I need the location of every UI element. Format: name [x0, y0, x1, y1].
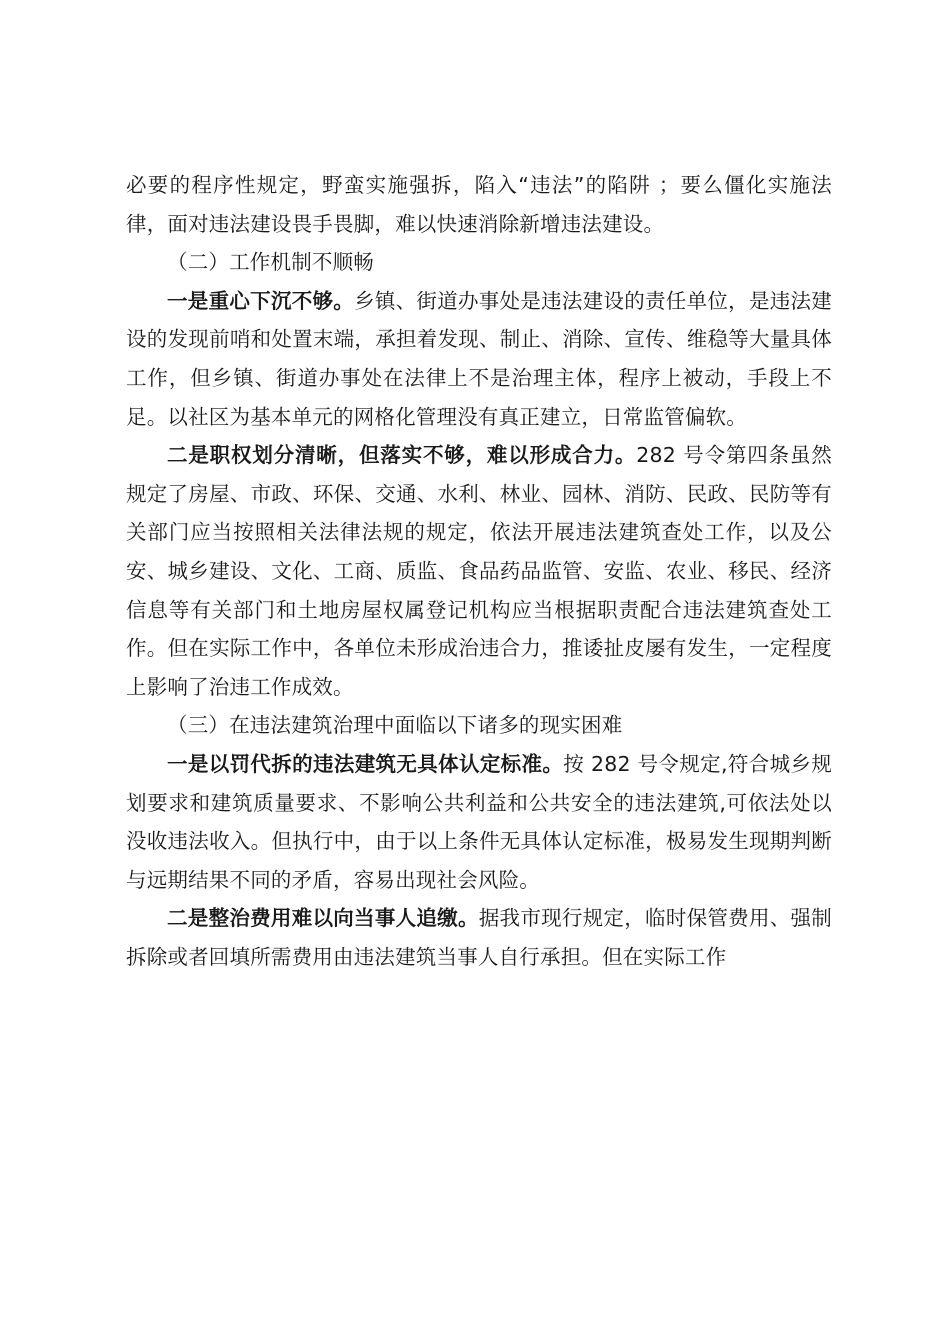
paragraph-focus-shift — [126, 282, 832, 436]
heading-text: （二）工作机制不顺畅 — [167, 250, 374, 275]
paragraph-lead: 二是职权划分清晰，但落实不够，难以形成合力。 — [167, 443, 637, 468]
heading-text: （三）在违法建筑治理中面临以下诸多的现实困难 — [167, 713, 623, 738]
paragraph-text: 乡镇、街道办事处是违法建设的责任单位，是违法建设的发现前哨和处置末端，承担着发现、制止、消除、宣传、维稳等大量具体工作，但乡镇、街道办事处在法律上不是治理主体，程序上被动，手段上不足。以社区为基本单元的网格化管理没有真正建立，日常监管偏软。 — [126, 288, 832, 429]
document-body — [126, 166, 832, 976]
paragraph-text: 必要的程序性规定，野蛮实施强拆，陷入“违法”的陷阱 ；要么僵化实施法律，面对违法建设畏手畏脚，难以快速消除新增违法建设。 — [126, 173, 832, 236]
section-heading-2 — [126, 243, 832, 282]
paragraph-lead: 一是以罚代拆的违法建筑无具体认定标准。 — [167, 751, 564, 776]
paragraph-fine-standard — [126, 745, 832, 899]
paragraph-text: 按 282 号令规定,符合城乡规划要求和建筑质量要求、不影响公共利益和公共安全的违法建筑,可依法处以没收违法收入。但执行中，由于以上条件无具体认定标准，极易发生现期判断与远期结果不同的矛盾，容易出现社会风险。 — [126, 751, 832, 892]
paragraph-lead: 二是整治费用难以向当事人追缴。 — [167, 906, 479, 931]
paragraph-responsibility — [126, 436, 832, 706]
paragraph-text: 282 号令第四条虽然规定了房屋、市政、环保、交通、水利、林业、园林、消防、民政、民防等有关部门应当按照相关法律法规的规定，依法开展违法建筑查处工作，以及公安、城乡建设、文化、工商、质监、食品药品监管、安监、农业、移民、经济信息等有关部门和土地房屋权属登记机构应当根据职责配合违法建筑查处工作。但在实际工作中，各单位未形成治违合力，推诿扯皮屡有发生，一定程度上影响了治违工作成效。 — [126, 443, 832, 699]
paragraph-lead: 一是重心下沉不够。 — [167, 288, 355, 313]
paragraph-text: 据我市现行规定，临时保管费用、强制拆除或者回填所需费用由违法建筑当事人自行承担。但在实际工作 — [126, 906, 833, 969]
paragraph-continuation — [126, 166, 832, 243]
paragraph-cost-recovery — [126, 899, 832, 976]
section-heading-3 — [126, 706, 832, 745]
